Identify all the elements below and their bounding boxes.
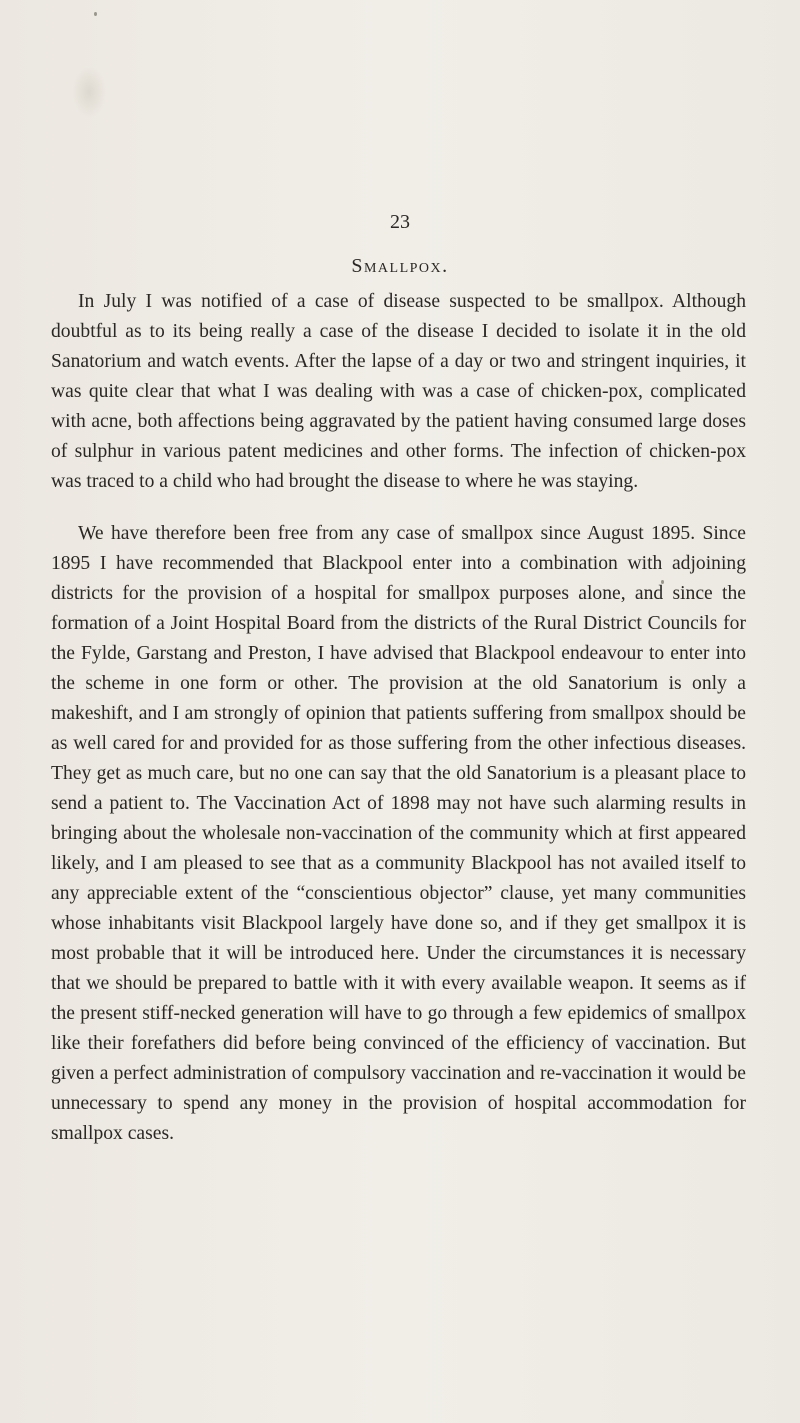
paper-speck [94, 12, 97, 16]
paragraph: We have therefore been free from any case of smallpox since August 1895. Since 1895 I have recommended that Blackpool enter into a combination with adjoining districts for the provision of a hospital for smallpox purposes alone, and since the formation of a Joint Hospital Board from the districts of the Rural District Councils for the Fylde, Garstang and Preston, I have advised that Blackpool endeavour to enter into the scheme in one form or other. The provision at the old Sanatorium is only a makeshift, and I am strongly of opinion that patients suffering from smallpox should be as well cared for and provided for as those suffering from the other infectious diseases. They get as much care, but no one can say that the old Sanatorium is a pleasant place to send a patient to. The Vaccination Act of 1898 may not have such alarming results in bringing about the wholesale non-vaccination of the community which at first appeared likely, and I am pleased to see that as a community Blackpool has not availed itself to any appreciable extent of the “conscientious objector” clause, yet many communities whose inhabitants visit Blackpool largely have done so, and if they get smallpox it is most probable that it will be introduced here. Under the circumstances it is necessary that we should be prepared to battle with it with every available weapon. It seems as if the present stiff-necked generation will have to go through a few epidemics of smallpox like their forefathers did before being convinced of the efficiency of vaccination. But given a perfect administration of compulsory vaccination and re-vaccination it would be unnecessary to spend any money in the provision of hospital accommodation for smallpox cases. [51, 523, 746, 1144]
page-number: 23 [390, 211, 410, 233]
paper-stain [72, 66, 106, 118]
section-heading: Smallpox. [351, 255, 449, 277]
paragraph: In July I was notified of a case of disease suspected to be smallpox. Although doubtful as to its being really a case of the disease I decided to isolate it in the old Sanatorium and watch events. After the lapse of a day or two and stringent inquiries, it was quite clear that what I was dealing with was a case of chicken-pox, complicated with acne, both affections being aggravated by the patient having consumed large doses of sulphur in various patent medicines and other forms. The infection of chicken-pox was traced to a child who had brought the disease to where he was staying. [51, 291, 746, 492]
